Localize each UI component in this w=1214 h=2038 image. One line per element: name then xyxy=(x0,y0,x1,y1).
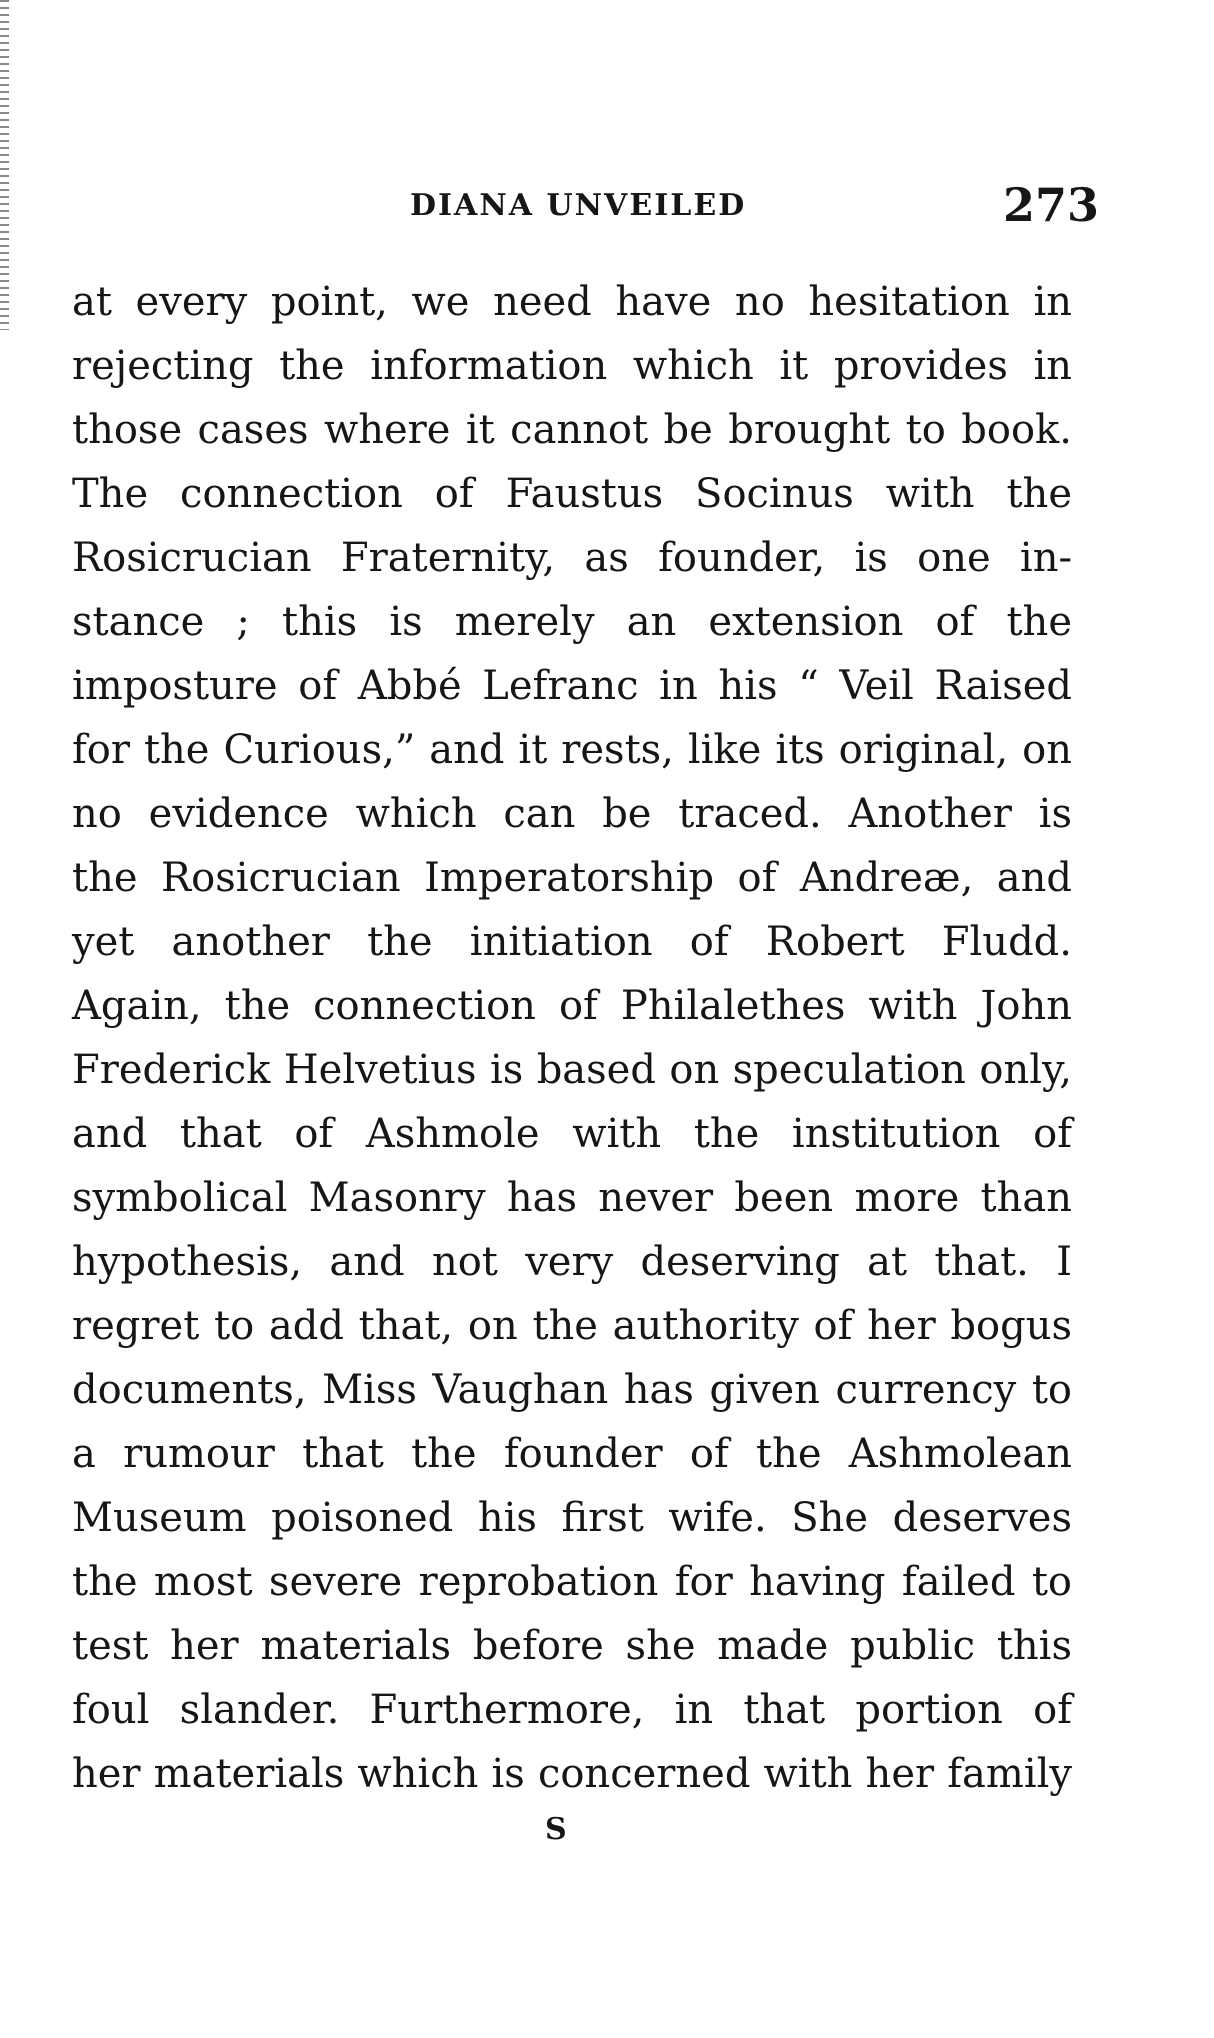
text-line: stance ; this is merely an extension of the xyxy=(72,599,1072,645)
page-number: 273 xyxy=(1003,178,1100,232)
text-line: a rumour that the founder of the Ashmolean xyxy=(72,1431,1072,1477)
text-line: the Rosicrucian Imperatorship of Andreæ, and xyxy=(72,855,1072,901)
text-line: Rosicrucian Fraternity, as founder, is one in- xyxy=(72,535,1072,581)
text-line: the most severe reprobation for having failed to xyxy=(72,1559,1072,1605)
text-line: her materials which is concerned with her family xyxy=(72,1751,1072,1797)
text-line: foul slander. Furthermore, in that portion of xyxy=(72,1687,1072,1733)
text-line: for the Curious,” and it rests, like its original, on xyxy=(72,727,1072,773)
text-line: rejecting the information which it provides in xyxy=(72,343,1072,389)
page-edge-shadow xyxy=(0,0,9,330)
text-line: regret to add that, on the authority of her bogus xyxy=(72,1303,1072,1349)
signature-mark: S xyxy=(545,1812,567,1847)
text-line: yet another the initiation of Robert Fludd. xyxy=(72,919,1072,965)
text-line: The connection of Faustus Socinus with the xyxy=(72,471,1072,517)
running-header-title: DIANA UNVEILED xyxy=(410,188,747,223)
text-line: documents, Miss Vaughan has given currency to xyxy=(72,1367,1072,1413)
text-line: Museum poisoned his first wife. She deserves xyxy=(72,1495,1072,1541)
text-line: test her materials before she made public this xyxy=(72,1623,1072,1669)
text-line: symbolical Masonry has never been more than xyxy=(72,1175,1072,1221)
text-line: those cases where it cannot be brought to book. xyxy=(72,407,1072,453)
text-line: Frederick Helvetius is based on speculation only, xyxy=(72,1047,1072,1093)
text-line: Again, the connection of Philalethes with John xyxy=(72,983,1072,1029)
body-text xyxy=(72,270,1072,1806)
text-line: imposture of Abbé Lefranc in his “ Veil Raised xyxy=(72,663,1072,709)
text-line: at every point, we need have no hesitation in xyxy=(72,279,1072,325)
text-line: and that of Ashmole with the institution of xyxy=(72,1111,1072,1157)
text-line: hypothesis, and not very deserving at that. I xyxy=(72,1239,1072,1285)
text-line: no evidence which can be traced. Another is xyxy=(72,791,1072,837)
